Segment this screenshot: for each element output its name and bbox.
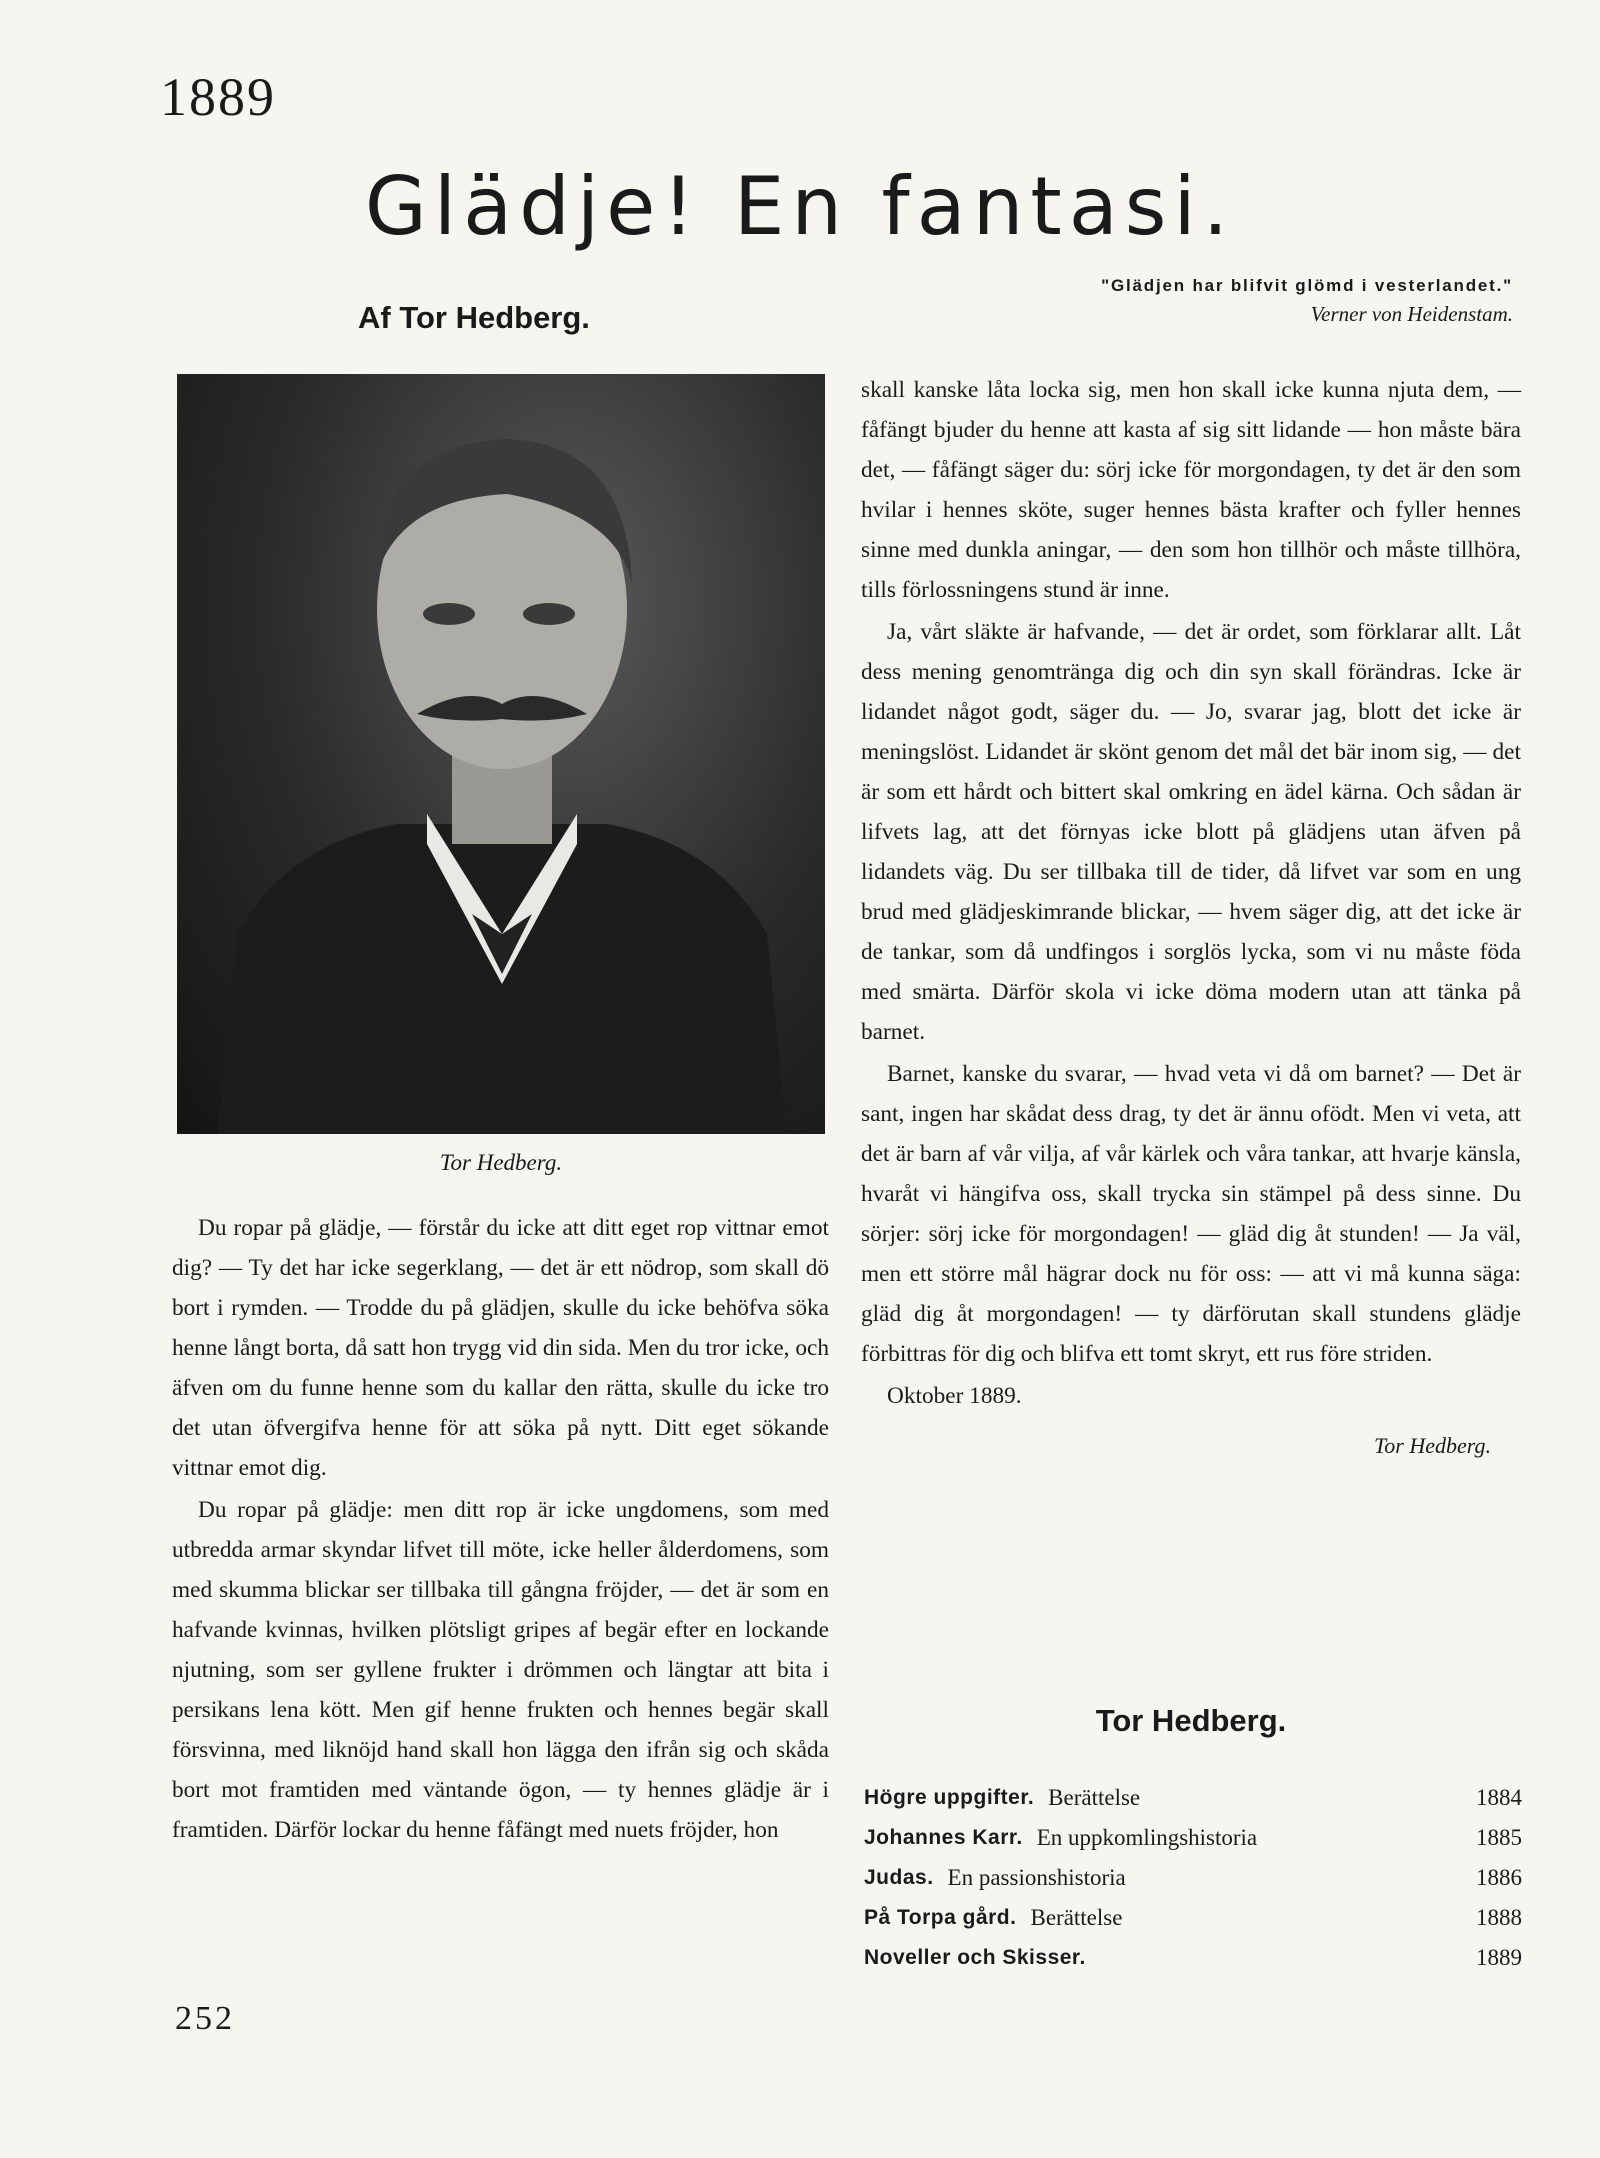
work-description: En uppkomlingshistoria: [1036, 1825, 1258, 1850]
left-text-column: [172, 1208, 829, 1852]
works-list: [864, 1778, 1522, 1978]
paragraph: Du ropar på glädje: men ditt rop är icke ungdomens, som med utbredda armar skyndar lifvet till möte, icke heller ålderdomens, som med skumma blickar ser tillbaka till gångna fröjder, — det är som en hafvande kvinnas, hvilken plötsligt gripes af begär efter en lockande njutning, som ser gyllene frukter i drömmen och längtar att bita i persikans lena kött. Men gif henne frukten och hennes begär skall försvinna, med liknöjd hand skall hon lägga den ifrån sig och skåda bort mot framtiden med väntande ögon, — ty hennes glädje är i framtiden. Därför lockar du henne fåfängt med nuets fröjder, hon: [172, 1497, 829, 1843]
signature: Tor Hedberg.: [1374, 1433, 1491, 1458]
list-item: [864, 1818, 1522, 1858]
page-number: 252: [175, 2000, 235, 2037]
list-item: [864, 1938, 1522, 1978]
work-year: 1885: [1476, 1825, 1522, 1850]
paragraph-continuation: skall kanske låta locka sig, men hon skall icke kunna njuta dem, — fåfängt bjuder du henne att kasta af sig sitt lidande — hon måste bära det, — fåfängt säger du: sörj icke för morgondagen, ty det är den som hvilar i hennes sköte, suger hennes bästa krafter och fyller hennes sinne med dunkla aningar, — den som hon tillhör och måste tillhöra, tills förlossningens stund är inne.: [861, 377, 1521, 603]
right-text-column: [861, 370, 1521, 1466]
epigraph-quote: "Glädjen har blifvit glömd i vesterlandet.": [1101, 276, 1513, 295]
list-item: [864, 1898, 1522, 1938]
work-description: En passionshistoria: [947, 1865, 1126, 1890]
work-title: Judas.: [864, 1866, 934, 1889]
work-year: 1886: [1476, 1865, 1522, 1890]
work-year: 1888: [1476, 1905, 1522, 1930]
paragraph: Ja, vårt släkte är hafvande, — det är ordet, som förklarar allt. Låt dess mening genomtränga dig och din syn skall förändras. Icke är lidandet något godt, säger du. — Jo, svarar jag, blott det icke är meningslöst. Lidandet är skönt genom det mål det bär inom sig, — det är som ett hårdt och bittert skal omkring en ädel kärna. Och sådan är lifvets lag, att det förnyas icke blott på glädjens utan äfven på lidandets väg. Du ser tillbaka till de tider, då lifvet var som en ung brud med glädjeskimrande blickar, — hvem säger dig, att det icke är de tankar, som då undfingos i sorglös lycka, som vi nu måste föda med smärta. Därför skola vi icke döma modern utan att tänka på barnet.: [861, 619, 1521, 1045]
work-title: Noveller och Skisser.: [864, 1946, 1086, 1969]
work-description: Berättelse: [1030, 1905, 1123, 1930]
work-description: Berättelse: [1048, 1785, 1141, 1810]
portrait-caption: Tor Hedberg.: [439, 1150, 563, 1175]
epigraph-author: Verner von Heidenstam.: [1310, 302, 1513, 326]
paragraph: Barnet, kanske du svarar, — hvad veta vi då om barnet? — Det är sant, ingen har skådat dess drag, ty det är ännu ofödt. Men vi veta, att det är barn af vår vilja, af vår kärlek och våra tankar, att hvarje känsla, hvaråt vi hängifva oss, skall trycka sin stämpel på dess sinne. Du sörjer: sörj icke för morgondagen! — gläd dig åt stunden! — Ja väl, men ett större mål hägrar dock nu för oss: — att vi må kunna säga: gläd dig åt morgondagen! — ty därförutan skall stundens glädje förbittras för dig och blifva ett tomt skryt, ett rus före striden.: [861, 1061, 1521, 1367]
year-heading: 1889: [160, 67, 276, 127]
list-item: [864, 1778, 1522, 1818]
paragraph: Du ropar på glädje, — förstår du icke att ditt eget rop vittnar emot dig? — Ty det har icke segerklang, — det är ett nödrop, som skall dö bort i rymden. — Trodde du på glädjen, skulle du icke behöfva söka henne långt borta, då satt hon trygg vid din sida. Men du tror icke, och äfven om du funne henne som du kallar den rätta, skulle du icke tro det utan öfvergifva henne för att söka på nytt. Ditt eget sökande vittnar emot dig.: [172, 1215, 829, 1481]
work-year: 1889: [1476, 1945, 1522, 1970]
work-title: På Torpa gård.: [864, 1906, 1017, 1929]
work-title: Johannes Karr.: [864, 1826, 1023, 1849]
works-heading: Tor Hedberg.: [1095, 1703, 1287, 1738]
article-title: Glädje! En fantasi.: [364, 160, 1236, 253]
epigraph: [813, 276, 1513, 327]
work-year: 1884: [1476, 1785, 1522, 1810]
list-item: [864, 1858, 1522, 1898]
portrait-figure: [177, 374, 825, 1134]
work-title: Högre uppgifter.: [864, 1786, 1035, 1809]
dateline: Oktober 1889.: [887, 1383, 1022, 1409]
author-portrait-photo: [177, 374, 825, 1134]
byline: Af Tor Hedberg.: [358, 300, 590, 335]
